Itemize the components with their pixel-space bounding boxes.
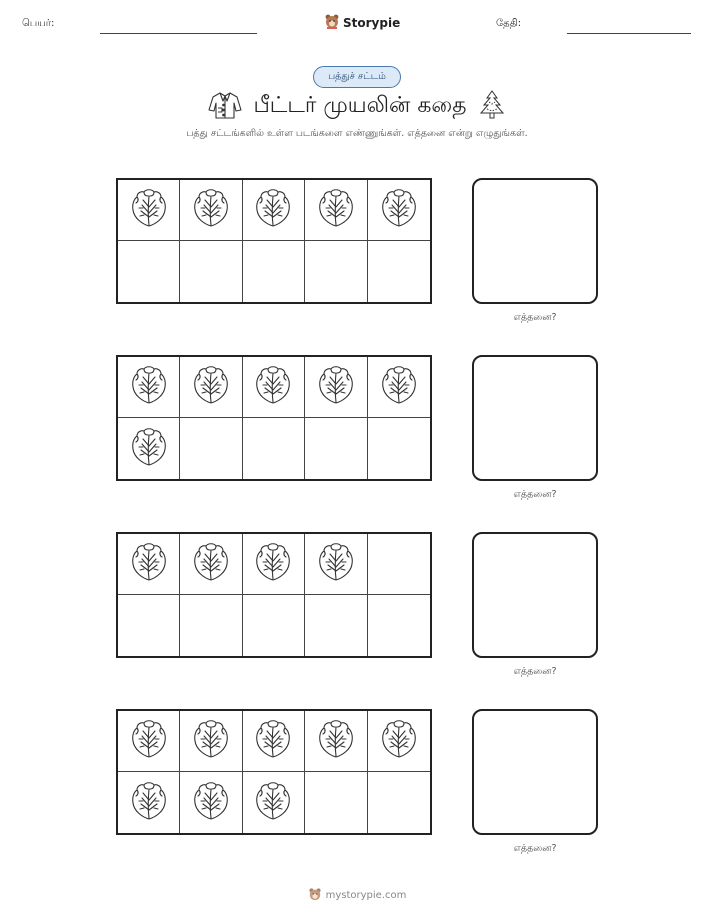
- answer-box-3[interactable]: [472, 532, 598, 658]
- frame-cell: [243, 772, 305, 833]
- frame-cell: [368, 534, 430, 595]
- lettuce-icon: [252, 718, 294, 764]
- name-line[interactable]: [100, 33, 257, 34]
- lettuce-icon: [378, 187, 420, 233]
- frame-cell: [180, 772, 242, 833]
- ten-frame-2: [116, 355, 432, 481]
- frame-cell: [305, 418, 367, 479]
- answer-box-2[interactable]: [472, 355, 598, 481]
- lettuce-icon: [315, 718, 357, 764]
- lettuce-icon: [190, 541, 232, 587]
- frame-cell: [305, 180, 367, 241]
- frame-cell: [118, 180, 180, 241]
- frame-cell: [180, 418, 242, 479]
- lettuce-icon: [315, 187, 357, 233]
- lettuce-icon: [315, 541, 357, 587]
- frame-cell: [180, 180, 242, 241]
- frame-cell: [243, 241, 305, 302]
- frame-cell: [243, 595, 305, 656]
- lettuce-icon: [128, 541, 170, 587]
- frame-cell: [118, 711, 180, 772]
- frame-cell: [180, 357, 242, 418]
- question-label-2: எத்தனை?: [513, 489, 557, 500]
- frame-cell: [180, 534, 242, 595]
- frame-cell: [305, 357, 367, 418]
- frame-cell: [243, 534, 305, 595]
- frame-cell: [118, 772, 180, 833]
- frame-cell: [180, 595, 242, 656]
- footer: [0, 886, 714, 905]
- date-line[interactable]: [567, 33, 691, 34]
- page-title: பீட்டர் முயலின் கதை: [253, 93, 467, 118]
- date-label: தேதி:: [496, 18, 522, 29]
- frame-cell: [368, 357, 430, 418]
- lettuce-icon: [128, 780, 170, 826]
- frame-cell: [243, 180, 305, 241]
- pine-tree-icon: [477, 89, 507, 125]
- frame-cell: [368, 595, 430, 656]
- frame-cell: [368, 180, 430, 241]
- question-label-3: எத்தனை?: [513, 666, 557, 677]
- lettuce-icon: [190, 718, 232, 764]
- frame-cell: [118, 418, 180, 479]
- lettuce-icon: [252, 364, 294, 410]
- lettuce-icon: [190, 364, 232, 410]
- footer-url: mystorypie.com: [325, 890, 407, 901]
- lettuce-icon: [252, 541, 294, 587]
- instructions: பத்து சட்டங்களில் உள்ள படங்களை எண்ணுங்கள். எத்தனை என்று எழுதுங்கள்.: [186, 128, 528, 139]
- answer-box-4[interactable]: [472, 709, 598, 835]
- brand-logo: [324, 13, 400, 33]
- frame-cell: [368, 772, 430, 833]
- storypie-bear-icon: [324, 13, 340, 33]
- lettuce-icon: [378, 718, 420, 764]
- lettuce-icon: [128, 364, 170, 410]
- lettuce-icon: [315, 364, 357, 410]
- lettuce-icon: [128, 426, 170, 472]
- frame-cell: [305, 534, 367, 595]
- frame-cell: [180, 711, 242, 772]
- name-label: பெயர்:: [22, 18, 55, 29]
- frame-cell: [118, 534, 180, 595]
- frame-cell: [305, 772, 367, 833]
- lettuce-icon: [190, 780, 232, 826]
- lettuce-icon: [128, 718, 170, 764]
- ten-frame-4: [116, 709, 432, 835]
- jacket-icon: [207, 90, 243, 124]
- brand-name: Storypie: [343, 16, 401, 30]
- ten-frame-3: [116, 532, 432, 658]
- storypie-bear-icon: [308, 886, 322, 905]
- frame-cell: [368, 418, 430, 479]
- frame-cell: [243, 711, 305, 772]
- frame-cell: [180, 241, 242, 302]
- frame-cell: [305, 241, 367, 302]
- frame-cell: [118, 241, 180, 302]
- ten-frame-1: [116, 178, 432, 304]
- question-label-4: எத்தனை?: [513, 843, 557, 854]
- lettuce-icon: [252, 187, 294, 233]
- lettuce-icon: [252, 780, 294, 826]
- frame-cell: [305, 711, 367, 772]
- question-label-1: எத்தனை?: [513, 312, 557, 323]
- title-row: [0, 89, 714, 125]
- frame-cell: [243, 357, 305, 418]
- frame-cell: [368, 711, 430, 772]
- frame-cell: [118, 357, 180, 418]
- frame-cell: [368, 241, 430, 302]
- lettuce-icon: [190, 187, 232, 233]
- frame-cell: [243, 418, 305, 479]
- lettuce-icon: [128, 187, 170, 233]
- lettuce-icon: [378, 364, 420, 410]
- frame-cell: [305, 595, 367, 656]
- topic-badge: பத்துச் சட்டம்: [313, 66, 401, 88]
- answer-box-1[interactable]: [472, 178, 598, 304]
- frame-cell: [118, 595, 180, 656]
